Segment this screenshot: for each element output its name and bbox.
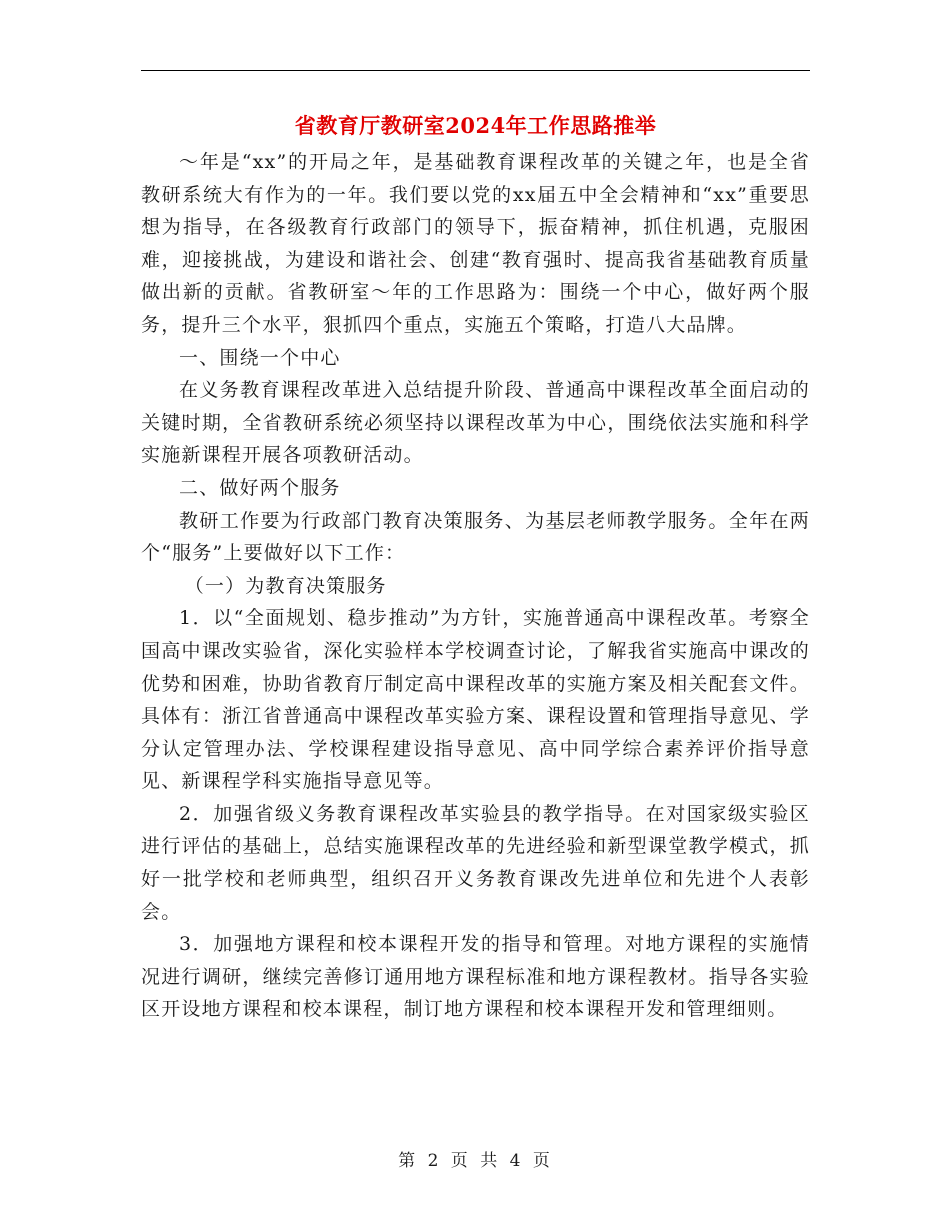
section-heading-2: 二、做好两个服务: [179, 476, 341, 499]
list-item-3: 3．加强地方课程和校本课程开发的指导和管理。对地方课程的实施情况进行调研，继续完善修订通用地方课程标准和地方课程教材。指导各实验区开设地方课程和校本课程，制订地方课程和校本课程开发和管理细则。: [141, 933, 810, 1021]
paragraph-intro: ～年是“xx”的开局之年，是基础教育课程改革的关键之年，也是全省教研系统大有作为的一年。我们要以党的xx届五中全会精神和“xx”重要思想为指导，在各级教育行政部门的领导下，振奋精神，抓住机遇，克服困难，迎接挑战，为建设和谐社会、创建“教育强时、提高我省基础教育质量做出新的贡献。省教研室～年的工作思路为：围绕一个中心，做好两个服务，提升三个水平，狠抓四个重点，实施五个策略，打造八大品牌。: [141, 151, 810, 336]
list-item-1: 1．以“全面规划、稳步推动”为方针，实施普通高中课程改革。考察全国高中课改实验省，深化实验样本学校调查讨论，了解我省实施高中课改的优势和困难，协助省教育厅制定高中课程改革的实施方案及相关配套文件。具体有：浙江省普通高中课程改革实验方案、课程设置和管理指导意见、学分认定管理办法、学校课程建设指导意见、高中同学综合素养评价指导意见、新课程学科实施指导意见等。: [141, 607, 810, 793]
header-rule: [141, 70, 810, 71]
section-heading-1: 一、围绕一个中心: [179, 346, 341, 369]
paragraph: 在义务教育课程改革进入总结提升阶段、普通高中课程改革全面启动的关键时期，全省教研系统必须坚持以课程改革为中心，围绕依法实施和科学实施新课程开展各项教研活动。: [141, 379, 810, 467]
subsection-heading: （一）为教育决策服务: [184, 574, 387, 597]
document-title: 省教育厅教研室2024年工作思路推举: [294, 113, 657, 138]
page-number-footer: 第 2 页 共 4 页: [398, 1151, 552, 1171]
paragraph: 教研工作要为行政部门教育决策服务、为基层老师教学服务。全年在两个“服务”上要做好以下工作：: [141, 509, 810, 565]
document-body: [141, 146, 810, 1026]
list-item-2: 2．加强省级义务教育课程改革实验县的教学指导。在对国家级实验区进行评估的基础上，总结实施课程改革的先进经验和新型课堂教学模式，抓好一批学校和老师典型，组织召开义务教育课改先进单位和先进个人表彰会。: [141, 802, 810, 923]
